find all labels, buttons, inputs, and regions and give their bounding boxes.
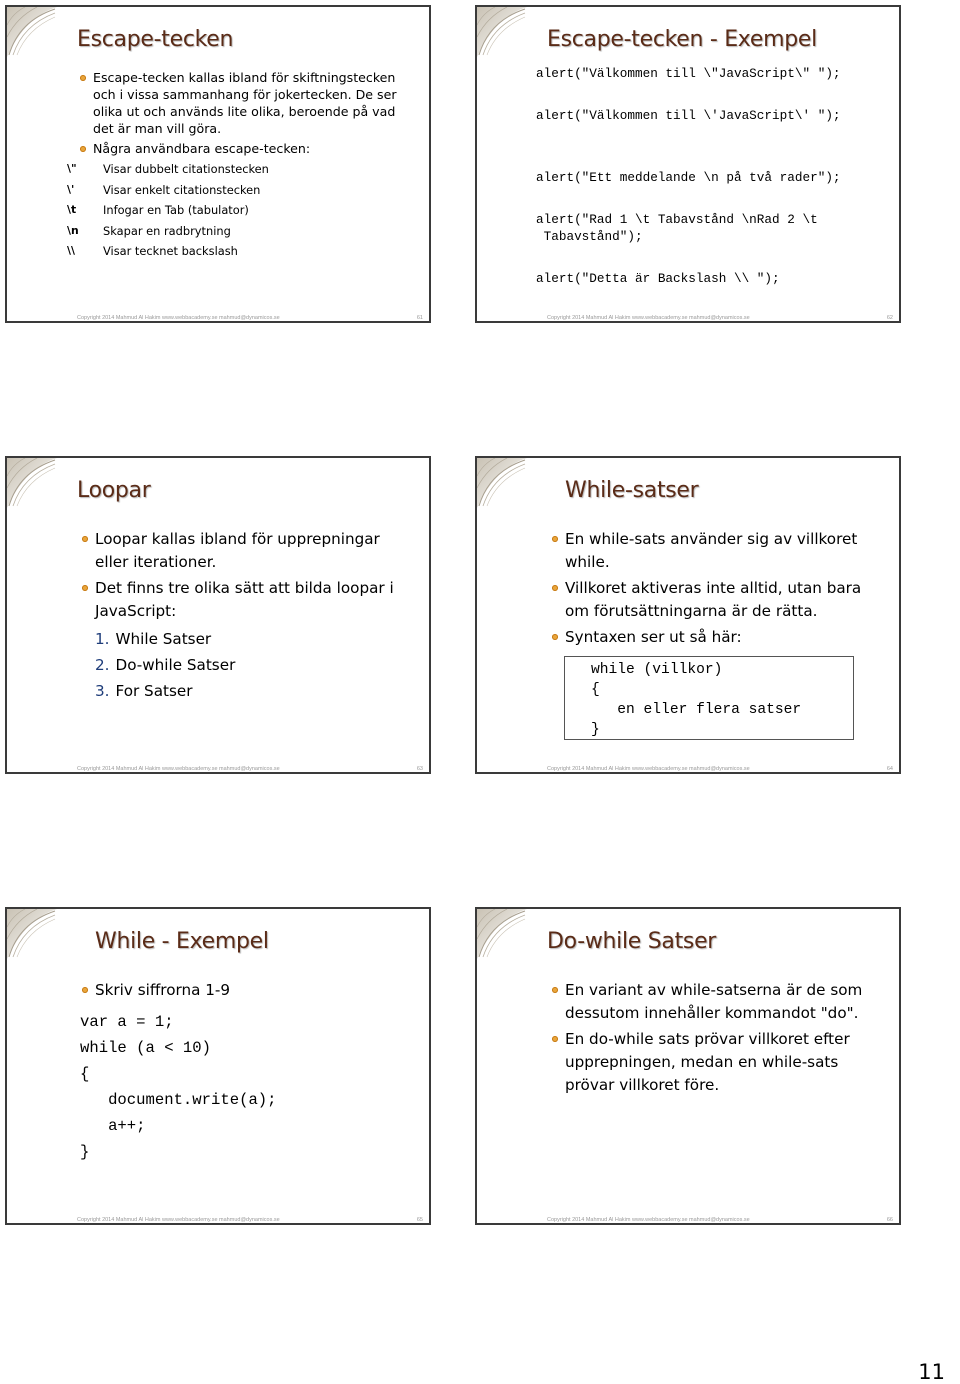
- escape-code: \t: [67, 203, 77, 216]
- bullet-item: Skriv siffrorna 1-9: [82, 979, 417, 1002]
- bullet-item: En while-sats använder sig av villkoret while.: [552, 528, 887, 574]
- footer-copyright: Copyright 2014 Mahmud Al Hakim www.webbacademy.se mahmud@dynamicos.se: [77, 315, 280, 321]
- code-line: while (a < 10): [80, 1039, 212, 1057]
- slide-number: 66: [886, 1217, 893, 1223]
- slide-body: [552, 528, 887, 652]
- code-line: a++;: [80, 1117, 146, 1135]
- code-line: Tabavstånd");: [536, 229, 643, 244]
- slide-title: While - Exempel: [95, 929, 269, 954]
- page-number: 11: [918, 1360, 945, 1384]
- list-number: 1.: [95, 630, 110, 648]
- escape-code: \\: [67, 244, 75, 257]
- code-line: var a = 1;: [80, 1013, 174, 1031]
- escape-code: \n: [67, 223, 79, 237]
- slide-66: [475, 907, 901, 1225]
- list-item: [95, 626, 417, 652]
- corner-ornament-icon: [477, 458, 527, 508]
- slide-footer: [77, 766, 423, 772]
- escape-code: \": [67, 162, 77, 175]
- list-text: While Satser: [115, 630, 212, 648]
- slide-number: 61: [416, 315, 423, 321]
- slide-title: Loopar: [77, 478, 151, 503]
- slide-title: While-satser: [565, 478, 699, 503]
- bullet-item: Det finns tre olika sätt att bilda loopar i JavaScript:: [82, 577, 417, 623]
- code-line: alert("Detta är Backslash \\ ");: [536, 271, 780, 286]
- corner-ornament-icon: [7, 7, 57, 57]
- escape-description: Skapar en radbrytning: [103, 223, 231, 238]
- slide-body: [552, 979, 887, 1100]
- slide-title: Do-while Satser: [547, 929, 717, 954]
- slide-61: [5, 5, 431, 323]
- escape-row: [67, 221, 417, 242]
- slide-footer: [547, 766, 893, 772]
- code-line: {: [80, 1065, 90, 1083]
- bullet-item: Villkoret aktiveras inte alltid, utan bara om förutsättningarna är de rätta.: [552, 577, 887, 623]
- code-line: while (villkor): [591, 662, 723, 678]
- slide-body: [82, 979, 417, 1005]
- syntax-code-box: [564, 656, 854, 740]
- code-line: alert("Ett meddelande \n på två rader");: [536, 170, 841, 185]
- slide-body: [67, 69, 417, 262]
- list-text: Do-while Satser: [115, 656, 236, 674]
- slide-number: 62: [886, 315, 893, 321]
- slide-65: [5, 907, 431, 1225]
- footer-copyright: Copyright 2014 Mahmud Al Hakim www.webbacademy.se mahmud@dynamicos.se: [77, 766, 280, 772]
- list-number: 3.: [95, 682, 110, 700]
- code-block: [80, 1009, 277, 1165]
- corner-ornament-icon: [7, 909, 57, 959]
- slide-footer: [77, 1217, 423, 1223]
- bullet-item: En variant av while-satserna är de som dessutom innehåller kommandot "do".: [552, 979, 887, 1025]
- code-block: [536, 65, 891, 287]
- bullet-item: En do-while sats prövar villkoret efter upprepningen, medan en while-sats prövar villkoret före.: [552, 1028, 887, 1097]
- slide-footer: [547, 315, 893, 321]
- escape-row: [67, 180, 417, 201]
- corner-ornament-icon: [477, 909, 527, 959]
- escape-row: [67, 159, 417, 180]
- code-line: }: [591, 722, 600, 738]
- slide-title: Escape-tecken - Exempel: [547, 27, 817, 52]
- slide-number: 63: [416, 766, 423, 772]
- code-line: alert("Välkommen till \"JavaScript\" ");: [536, 66, 841, 81]
- slide-63: [5, 456, 431, 774]
- code-line: document.write(a);: [80, 1091, 277, 1109]
- escape-description: Infogar en Tab (tabulator): [103, 203, 249, 217]
- slide-title: Escape-tecken: [77, 27, 234, 52]
- slide-number: 64: [886, 766, 893, 772]
- slide-body: [82, 528, 417, 704]
- escape-description: Visar enkelt citationstecken: [103, 182, 261, 197]
- list-number: 2.: [95, 656, 110, 674]
- code-line: }: [80, 1143, 90, 1161]
- code-line: en eller flera satser: [591, 702, 802, 718]
- numbered-list: [82, 626, 417, 704]
- code-line: alert("Välkommen till \'JavaScript\' ");: [536, 108, 841, 123]
- footer-copyright: Copyright 2014 Mahmud Al Hakim www.webbacademy.se mahmud@dynamicos.se: [77, 1217, 280, 1223]
- escape-description: Visar tecknet backslash: [103, 244, 238, 258]
- code-line: {: [591, 682, 600, 698]
- corner-ornament-icon: [477, 7, 527, 57]
- bullet-item: Escape-tecken kallas ibland för skiftningstecken och i vissa sammanhang för jokertecken. De ser olika ut och används lite olika, beroende på vad det är man vill göra.: [80, 69, 417, 137]
- bullet-item: Loopar kallas ibland för upprepningar eller iterationer.: [82, 528, 417, 574]
- footer-copyright: Copyright 2014 Mahmud Al Hakim www.webbacademy.se mahmud@dynamicos.se: [547, 1217, 750, 1223]
- slide-64: [475, 456, 901, 774]
- list-item: [95, 678, 417, 704]
- slide-footer: [547, 1217, 893, 1223]
- escape-description: Visar dubbelt citationstecken: [103, 162, 269, 176]
- corner-ornament-icon: [7, 458, 57, 508]
- escape-row: [67, 200, 417, 221]
- slide-footer: [77, 315, 423, 321]
- bullet-item: Syntaxen ser ut så här:: [552, 626, 887, 649]
- escape-code: \': [67, 182, 75, 196]
- list-text: For Satser: [115, 682, 193, 700]
- bullet-item: Några användbara escape-tecken:: [80, 140, 417, 157]
- escape-table: [67, 159, 417, 262]
- list-item: [95, 652, 417, 678]
- footer-copyright: Copyright 2014 Mahmud Al Hakim www.webbacademy.se mahmud@dynamicos.se: [547, 315, 750, 321]
- footer-copyright: Copyright 2014 Mahmud Al Hakim www.webbacademy.se mahmud@dynamicos.se: [547, 766, 750, 772]
- slide-number: 65: [416, 1217, 423, 1223]
- code-line: alert("Rad 1 \t Tabavstånd \nRad 2 \t: [536, 212, 818, 227]
- slide-62: [475, 5, 901, 323]
- escape-row: [67, 241, 417, 262]
